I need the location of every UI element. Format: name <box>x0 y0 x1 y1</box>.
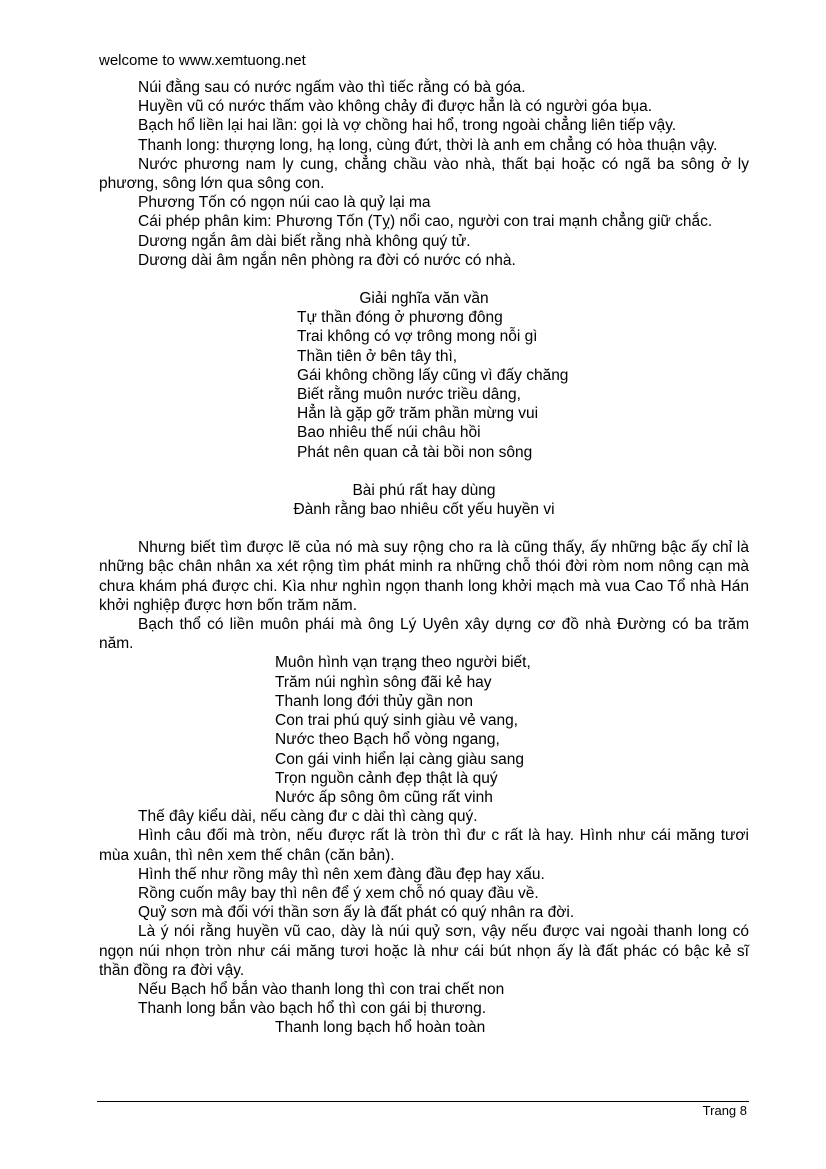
poem-line: Trai không có vợ trông mong nỗi gì <box>297 328 538 346</box>
paragraph: Cái phép phân kim: Phương Tốn (Tỵ) nổi cao, người con trai mạnh chẳng giữ chắc. <box>138 213 713 231</box>
paragraph: Rồng cuốn mây bay thì nên để ý xem chỗ nó quay đầu về. <box>138 884 539 902</box>
paragraph: Thanh long bắn vào bạch hổ thì con gái bị thương. <box>138 1000 487 1018</box>
poem-line: Trọn nguồn cảnh đẹp thật là quý <box>275 769 498 787</box>
paragraph: Huyền vũ có nước thấm vào không chảy đi được hẳn là có người góa bụa. <box>138 98 652 116</box>
poem-line: Gái không chồng lấy cũng vì đấy chăng <box>297 366 569 384</box>
poem-1 <box>99 308 749 462</box>
poem-line: Hẳn là gặp gỡ trăm phần mừng vui <box>297 405 539 423</box>
paragraph: Dương dài âm ngắn nên phòng ra đời có nước có nhà. <box>138 251 516 269</box>
page-content <box>99 78 749 1038</box>
paragraph: Bạch hổ liền lại hai lần: gọi là vợ chồng hai hổ, trong ngoài chẳng liên tiếp vậy. <box>138 117 677 135</box>
poem-2 <box>99 653 749 807</box>
footer-divider <box>97 1101 749 1102</box>
paragraph: Nếu Bạch hổ bắn vào thanh long thì con trai chết non <box>138 980 505 998</box>
paragraph: Bạch thổ có liền muôn phái mà ông Lý Uyên xây dựng cơ đồ nhà Đường có ba trăm năm. <box>99 616 749 653</box>
poem-line: Thanh long đới thủy gần non <box>275 692 474 710</box>
poem-line: Con trai phú quý sinh giàu vẻ vang, <box>275 712 518 730</box>
poem-line: Nước ấp sông ôm cũng rất vinh <box>275 788 493 806</box>
poem1-title: Giải nghĩa văn vần <box>359 290 489 308</box>
page-header: welcome to www.xemtuong.net <box>99 52 306 69</box>
poem-line: Trăm núi nghìn sông đãi kẻ hay <box>275 673 492 691</box>
poem-line: Nước theo Bạch hổ vòng ngang, <box>275 731 500 749</box>
paragraph: Hình câu đối mà tròn, nếu được rất là tròn thì đư c rất là hay. Hình như cái măng tươi mùa xuân, thì nên xem thế chân (căn bản). <box>99 827 749 864</box>
poem-line: Con gái vinh hiển lại càng giàu sang <box>275 750 525 768</box>
paragraph: Nước phương nam ly cung, chẳng chầu vào nhà, thất bại hoặc có ngã ba sông ở ly phương, sông lớn qua sông con. <box>99 155 749 193</box>
paragraph: Quỷ sơn mà đối với thần sơn ấy là đất phát có quý nhân ra đời. <box>138 904 575 922</box>
paragraph: Nhưng biết tìm được lẽ của nó mà suy rộng cho ra là cũng thấy, ấy những bậc ấy chỉ là những bậc chân nhân xa xét rộng tìm phát minh ra những chỗ thói đời ròm nom nông cạn mà chưa khám phá được chi. Kìa như nghìn ngọn thanh long khởi mạch mà vua Cao Tổ nhà Hán khởi nghiệp được hơn bốn trăm năm. <box>99 539 749 614</box>
paragraph: Hình thế như rồng mây thì nên xem đàng đầu đẹp hay xấu. <box>138 865 545 883</box>
page-number: Trang 8 <box>702 1103 747 1118</box>
paragraph: Núi đằng sau có nước ngấm vào thì tiếc rằng có bà góa. <box>138 79 526 96</box>
poem-line: Phát nên quan cả tài bồi non sông <box>297 443 533 461</box>
section2-subtitle: Đành rằng bao nhiêu cốt yếu huyền vi <box>293 501 555 519</box>
section2-title: Bài phú rất hay dùng <box>352 481 496 499</box>
paragraph: Thế đây kiểu dài, nếu càng đư c dài thì càng quý. <box>138 808 478 826</box>
paragraph-block-3 <box>99 807 749 1018</box>
paragraph-block-2 <box>99 538 749 653</box>
poem-line: Bao nhiêu thế núi châu hồi <box>297 424 481 442</box>
poem-line: Muôn hình vạn trạng theo người biết, <box>275 654 531 672</box>
poem-line: Thần tiên ở bên tây thì, <box>297 347 458 365</box>
paragraph: Thanh long: thượng long, hạ long, cùng đứt, thời là anh em chẳng có hòa thuận vậy. <box>138 136 718 154</box>
paragraph: Là ý nói rằng huyền vũ cao, dày là núi quỷ sơn, vậy nếu được vai ngoài thanh long có ngọn núi nhọn tròn như cái măng tươi hoặc là như cái bút nhọn ấy là đất phác có bậc kẻ sĩ thần đồng ra đời vậy. <box>99 923 749 979</box>
poem-line: Biết rằng muôn nước triều dâng, <box>297 386 521 404</box>
paragraph: Dương ngắn âm dài biết rằng nhà không quý tử. <box>138 232 471 250</box>
final-line: Thanh long bạch hổ hoàn toàn <box>275 1019 486 1037</box>
paragraph-block-1 <box>99 78 749 270</box>
paragraph: Phương Tốn có ngọn núi cao là quỷ lại ma <box>138 194 431 212</box>
poem-line: Tự thần đóng ở phương đông <box>297 309 503 327</box>
